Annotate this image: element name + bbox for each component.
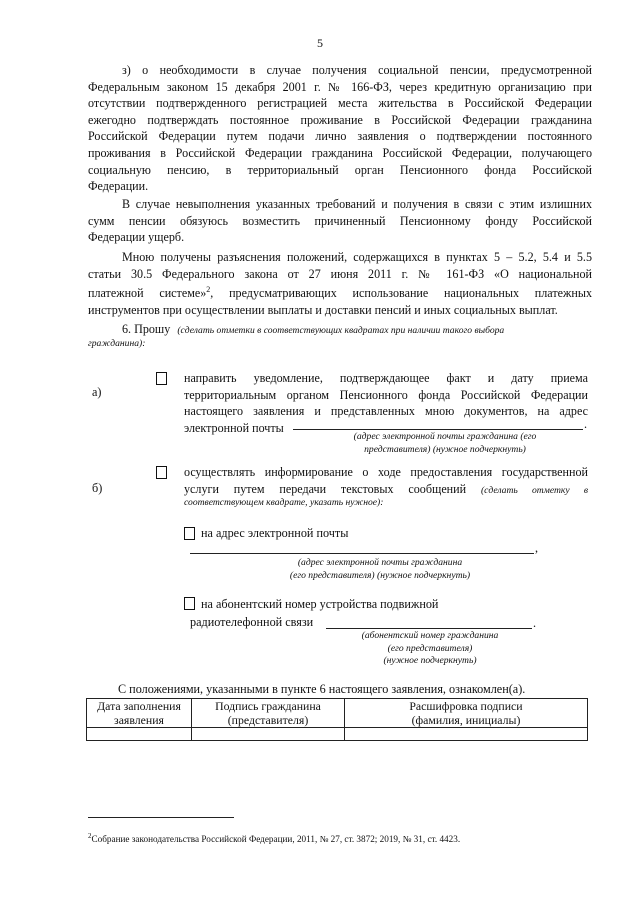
text-line: Федерации ущерб. xyxy=(88,230,185,245)
text-line: осуществлять информирование о ходе предоставления государственной xyxy=(184,465,588,479)
caption-line: (адрес электронной почты гражданина xyxy=(297,557,463,568)
date-cell[interactable] xyxy=(87,728,192,741)
caption-line: представителя) (нужное подчеркнуть) xyxy=(364,443,526,455)
option-a-email-field[interactable] xyxy=(293,429,583,430)
option-a-end: . xyxy=(584,417,588,431)
signature-table xyxy=(86,698,588,741)
page-number: 5 xyxy=(317,36,323,50)
sub-phone-field[interactable] xyxy=(326,628,532,629)
header-name xyxy=(345,699,588,728)
name-cell[interactable] xyxy=(345,728,588,741)
table-header-row xyxy=(87,699,588,728)
option-a-caption xyxy=(300,431,590,456)
text-line: Российской Федерации путем подачи лично заявления о подтверждении постоянного xyxy=(88,129,592,144)
text-line: направить уведомление, подтверждающее факт и дату приема xyxy=(184,371,588,385)
footnote-ref: 2 xyxy=(206,285,211,295)
footnote-mark: 2 xyxy=(88,832,92,840)
footnote xyxy=(88,832,460,844)
caption-line: (его представителя) (нужное подчеркнуть) xyxy=(289,569,471,581)
header-line: (фамилия, инициалы) xyxy=(411,713,521,727)
caption-line: (абонентский номер гражданина xyxy=(361,630,499,641)
sub-phone-label-cont: радиотелефонной связи xyxy=(190,615,314,629)
text-line: сумм пенсии обязуюсь возместить причиненный Пенсионному фонду Российской xyxy=(88,213,592,228)
sub-email-field[interactable] xyxy=(190,553,534,554)
paragraph-damage xyxy=(88,196,592,246)
item6-heading xyxy=(122,322,504,337)
option-b-note: (сделать отметку в xyxy=(480,484,588,496)
header-line: (представителя) xyxy=(227,713,309,727)
header-signature xyxy=(192,699,345,728)
text-fragment: , предусматривающих использование национальных платежных xyxy=(210,286,593,301)
text-line xyxy=(88,282,592,302)
sub-phone-checkbox[interactable] xyxy=(184,597,195,610)
text-line: ежегодно подтверждать постоянное проживание в Российской Федерации гражданина xyxy=(88,112,592,127)
footnote-separator xyxy=(88,817,234,818)
text-fragment: услуги путем передачи текстовых сообщений xyxy=(184,481,467,496)
paragraph-z xyxy=(88,62,592,195)
text-line: социальную пенсию, в территориальный орган Пенсионного фонда Российской xyxy=(88,162,592,177)
item6-note-cont: гражданина): xyxy=(88,338,146,349)
caption-line: (нужное подчеркнуть) xyxy=(383,655,477,667)
text-line: В случае невыполнения указанных требований и получения в связи с этим излишних xyxy=(122,197,592,211)
option-b-text xyxy=(184,464,588,499)
text-line: Федерации. xyxy=(88,179,149,194)
header-date xyxy=(87,699,192,728)
sub-email-checkbox[interactable] xyxy=(184,527,195,540)
text-line: электронной почты xyxy=(184,420,284,435)
acknowledge-text: С положениями, указанными в пункте 6 настоящего заявления, ознакомлен(а). xyxy=(118,682,526,696)
caption-line: (его представителя) xyxy=(387,642,473,654)
signature-cell[interactable] xyxy=(192,728,345,741)
item6-title: 6. Прошу xyxy=(122,322,171,336)
table-row xyxy=(87,728,588,741)
text-fragment: платежной системе» xyxy=(88,286,207,301)
text-line: инструментов при осуществлении выплаты и доставки пенсий и иных социальных выплат. xyxy=(88,302,558,317)
text-line: Федеральным законом 15 декабря 2001 г. № 166-ФЗ, через кредитную организацию при xyxy=(88,79,592,94)
text-line: Мною получены разъяснения положений, содержащихся в пунктах 5 – 5.2, 5.4 и 5.5 xyxy=(122,250,592,264)
header-line: Подпись гражданина xyxy=(215,699,321,713)
text-line: территориальным органом Пенсионного фонда Российской Федерации xyxy=(184,387,588,402)
option-a-letter: а) xyxy=(92,385,102,399)
text-line: з) о необходимости в случае получения социальной пенсии, предусмотренной xyxy=(122,63,592,77)
text-line: статьи 30.5 Федерального закона от 27 июня 2011 г. № 161-ФЗ «О национальной xyxy=(88,266,592,281)
text-line: проживания в Российской Федерации гражданина Российской Федерации, получающего xyxy=(88,145,592,160)
paragraph-explained xyxy=(88,249,592,318)
option-b-letter: б) xyxy=(92,481,103,495)
caption-line: (адрес электронной почты гражданина (его xyxy=(353,431,537,442)
header-line: Расшифровка подписи xyxy=(409,699,523,713)
header-line: заявления xyxy=(114,713,164,727)
sub-phone-end: . xyxy=(533,616,537,630)
item6-note: (сделать отметки в соответствующих квадратах при наличии такого выбора xyxy=(177,325,505,336)
option-a-text xyxy=(184,370,588,436)
header-line: Дата заполнения xyxy=(97,699,181,713)
footnote-text: Собрание законодательства Российской Федерации, 2011, № 27, ст. 3872; 2019, № 31, ст. 4423. xyxy=(91,834,461,845)
text-line: настоящего заявления и представленных мною документов, на адрес xyxy=(184,404,588,419)
sub-phone-caption xyxy=(320,630,540,668)
text-line: отсутствии подтвержденного регистрацией места жительства в Российской Федерации xyxy=(88,96,592,111)
option-a-checkbox[interactable] xyxy=(156,372,167,385)
sub-phone-label: на абонентский номер устройства подвижной xyxy=(201,597,439,611)
sub-email-label: на адрес электронной почты xyxy=(201,526,349,540)
option-b-note-cont: соответствующем квадрате, указать нужное): xyxy=(184,497,384,508)
option-b-checkbox[interactable] xyxy=(156,466,167,479)
sub-email-end: , xyxy=(535,541,539,555)
sub-email-caption xyxy=(230,557,530,582)
